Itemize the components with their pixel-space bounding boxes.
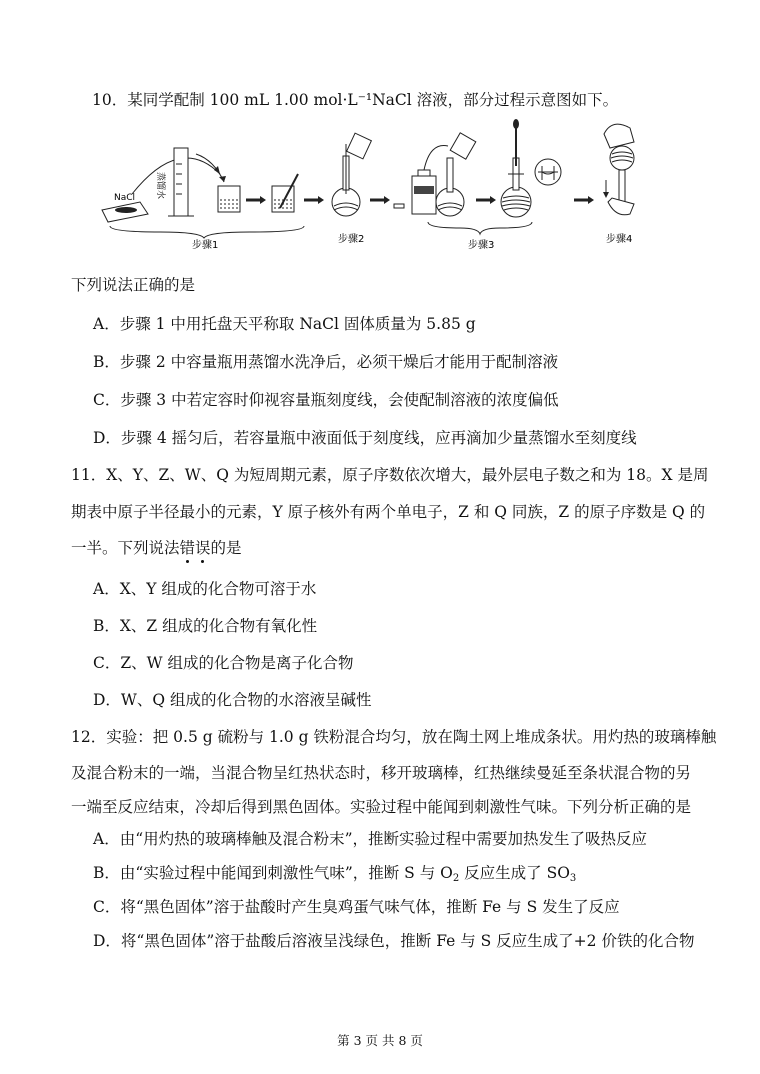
step4-label: 步骤4: [606, 234, 633, 245]
q11-option-b: B．X、Z 组成的化合物有氧化性: [93, 617, 318, 635]
q12-option-d: D．将“黑色固体”溶于盐酸后溶液呈浅绿色，推断 Fe 与 S 反应生成了+2 价铁的化合物: [93, 932, 695, 950]
arrow-2: [304, 196, 324, 204]
arrow-1: [246, 196, 266, 204]
page-footer: 第 3 页 共 8 页: [337, 1033, 423, 1048]
emphasis-mark: 误: [195, 539, 211, 557]
q10-stem: 10．某同学配制 100 mL 1.00 mol·L⁻¹NaCl 溶液，部分过程示意图如下。: [92, 91, 619, 109]
step4-shaking: [603, 124, 634, 215]
q11-option-c: C．Z、W 组成的化合物是离子化合物: [93, 654, 354, 672]
stopper: [394, 204, 404, 208]
arrow-5: [574, 196, 594, 204]
q11-stem-line1: 11．X、Y、Z、W、Q 为短周期元素，原子序数依次增大，最外层电子数之和为 18。X 是周: [71, 466, 709, 484]
q10-option-b: B．步骤 2 中容量瓶用蒸馏水洗净后，必须干燥后才能用于配制溶液: [93, 353, 559, 371]
q12-option-a: A．由“用灼热的玻璃棒触及混合粉末”，推断实验过程中需要加热发生了吸热反应: [93, 830, 648, 848]
step1-bracket: [110, 226, 304, 238]
step2-label: 步骤2: [338, 234, 365, 245]
water-label: 蒸馏水: [155, 172, 165, 200]
q11-stem-line3: 一半。下列说法错误的是: [71, 539, 242, 557]
q10-option-c: C．步骤 3 中若定容时仰视容量瓶刻度线，会使配制溶液的浓度偏低: [93, 391, 559, 409]
beaker-2-stirring: [272, 174, 298, 212]
q12-stem-line2: 及混合粉末的一端，当混合物呈红热状态时，移开玻璃棒，红热继续曼延至条状混合物的另: [71, 764, 692, 782]
nacl-weighing-paper: [102, 193, 148, 222]
q12-stem-line1: 12．实验：把 0.5 g 硫粉与 1.0 g 铁粉混合均匀，放在陶土网上堆成条状。用灼热的玻璃棒触: [71, 728, 717, 746]
beaker-1: [218, 186, 240, 212]
magnified-meniscus: [535, 159, 561, 185]
q11-option-a: A．X、Y 组成的化合物可溶于水: [93, 580, 317, 598]
q12-stem-line3: 一端至反应结束，冷却后得到黑色固体。实验过程中能闻到刺激性气味。下列分析正确的是: [71, 798, 692, 816]
q12-option-b: B．由“实验过程中能闻到刺激性气味”，推断 S 与 $O_2$ 反应生成了 $SO_3$: [93, 864, 577, 884]
arrow-4: [476, 196, 496, 204]
q11-stem-line2: 期表中原子半径最小的元素，Y 原子核外有两个单电子，Z 和 Q 同族，Z 的原子序数是 Q 的: [71, 503, 706, 521]
step2-flask: [332, 133, 371, 216]
arrow-3: [370, 196, 390, 204]
step3-label: 步骤3: [468, 240, 495, 251]
emphasis-mark: 错: [179, 539, 196, 557]
step1-label: 步骤1: [192, 240, 219, 251]
q12-option-c: C．将“黑色固体”溶于盐酸时产生臭鸡蛋气味气体，推断 Fe 与 S 发生了反应: [93, 898, 620, 916]
graduated-cylinder: [155, 148, 194, 216]
q10-prompt: 下列说法正确的是: [71, 276, 196, 294]
q10-option-a: A．步骤 1 中用托盘天平称取 NaCl 固体质量为 5.85 g: [93, 315, 476, 333]
step3-bracket: [428, 222, 532, 234]
step3-dropper-flask: [501, 119, 531, 217]
q10-procedure-figure: [100, 114, 660, 254]
q10-option-d: D．步骤 4 摇匀后，若容量瓶中液面低于刻度线，应再滴加少量蒸馏水至刻度线: [93, 429, 637, 447]
nacl-label: NaCl: [114, 193, 136, 203]
q11-option-d: D．W、Q 组成的化合物的水溶液呈碱性: [93, 691, 372, 709]
